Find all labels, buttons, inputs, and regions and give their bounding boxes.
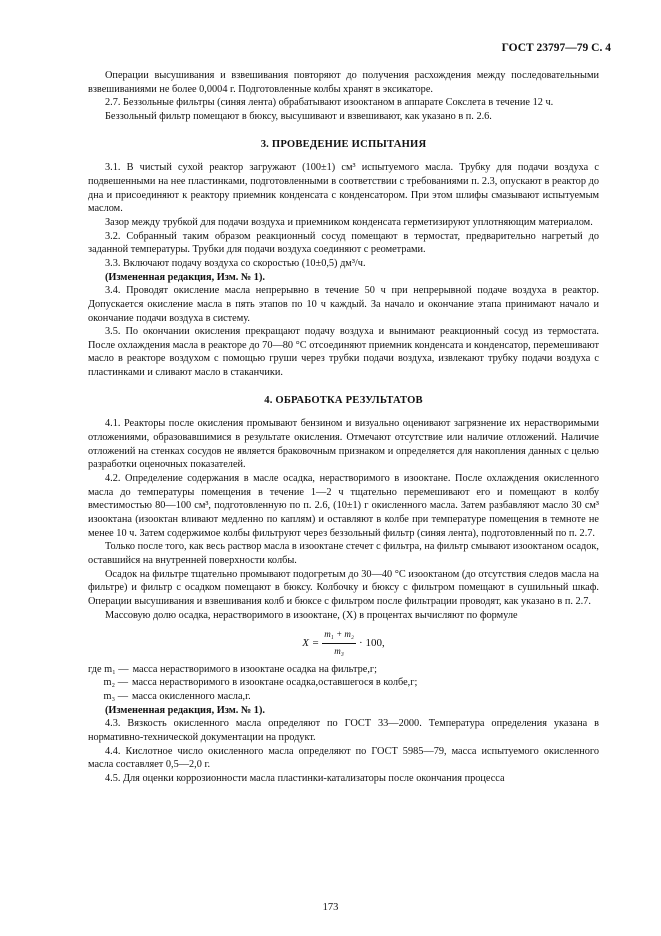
edit-note: (Измененная редакция, Изм. № 1). — [105, 271, 265, 283]
paragraph-2-7: 2.7. Беззольные фильтры (синяя лента) обрабатывают изооктаном в аппарате Сокслета в течение 12 ч. — [105, 97, 554, 109]
paragraph: Только после того, как весь раствор масла в изооктане стечет с фильтра, на фильтр смывают изооктаном осадок, оставшийся на внутренней поверхности колбы. — [88, 541, 599, 566]
page-number: 173 — [322, 902, 339, 913]
section-4-title: 4. ОБРАБОТКА РЕЗУЛЬТАТОВ — [264, 394, 423, 406]
definition-text: масса нерастворимого в изооктане осадка,оставшегося в колбе,г; — [132, 677, 418, 689]
definition-label: m₂ — — [103, 677, 128, 689]
formula-tail: · 100, — [359, 636, 385, 649]
paragraph-3-1: 3.1. В чистый сухой реактор загружают (100±1) см³ испытуемого масла. Трубку для подачи воздуха с подвешенными на нее пластинками, подготовленными в соответствии с требованиями п. 2.3, опускают в реактор до дна и присоединяют к реактору приемник конденсата с конденсатором. При этом шлифы смазывают испытуемым маслом. — [88, 162, 599, 215]
paragraph-3-2: 3.2. Собранный таким образом реакционный сосуд помещают в термостат, предварительно нагретый до заданной температуры. Трубки для подачи воздуха соединяют с реометрами. — [88, 230, 599, 256]
definition-row — [88, 676, 599, 690]
paragraph: Операции высушивания и взвешивания повторяют до получения расхождения между последовательными взвешиваниями не более 0,0004 г. Подготовленные колбы хранят в эксикаторе. — [88, 70, 599, 95]
definition-row — [88, 690, 599, 704]
paragraph: Осадок на фильтре тщательно промывают подогретым до 30—40 °С изооктаном (до отсутствия следов масла на фильтре) и фильтр с осадком помещают в бюксу. Колбочку и бюксу с фильтром помещают в сушильный шкаф. Операции высушивания и взвешивания колб и бюксе с фильтром после фильтрации проводят, как указано в п. 2.7. — [88, 568, 599, 607]
definition-row — [88, 663, 599, 677]
paragraph-3-3: 3.3. Включают подачу воздуха со скоростью (10±0,5) дм³/ч. — [105, 257, 366, 269]
paragraph: Беззольный фильтр помещают в бюксу, высушивают и взвешивают, как указано в п. 2.6. — [105, 110, 492, 122]
definition-text: масса нерастворимого в изооктане осадка на фильтре,г; — [132, 663, 377, 675]
paragraph-3-5: 3.5. По окончании окисления прекращают подачу воздуха и вынимают реакционный сосуд из термостата. После охлаждения масла в реакторе до 70—80 °С отсоединяют приемник конденсата и конденсатор, перемешивают масло в реакторе воздухом с помощью груши через трубки подачи воздуха, извлекают трубку подачи воздуха с пластинками и сливают масло в стаканчики. — [88, 326, 599, 379]
formula — [88, 628, 599, 658]
page-header: ГОСТ 23797—79 С. 4 — [501, 42, 611, 54]
definition-label: m₃ — — [103, 690, 128, 702]
paragraph-4-1: 4.1. Реакторы после окисления промывают бензином и визуально оценивают загрязнение их нерастворимыми отложениями, образовавшимися в результате окисления. Отмечают отсутствие или наличие отложений. Наличие отложений на стенках сосудов не является браковочным признаком и определяется для накопления данных с целью разработки оценочных показателей. — [88, 418, 599, 471]
formula-denominator: m₃ — [334, 645, 344, 656]
formula-definitions — [88, 663, 599, 704]
definition-text: масса окисленного масла,г. — [132, 690, 251, 702]
edit-note: (Измененная редакция, Изм. № 1). — [105, 704, 265, 716]
document-body — [88, 69, 599, 786]
formula-lhs: X = — [302, 636, 320, 649]
paragraph: Массовую долю осадка, нерастворимого в изооктане, (X) в процентах вычисляют по формуле — [105, 609, 518, 621]
paragraph: Зазор между трубкой для подачи воздуха и приемником конденсата герметизируют уплотняющим материалом. — [105, 216, 593, 228]
section-3-title: 3. ПРОВЕДЕНИЕ ИСПЫТАНИЯ — [260, 138, 427, 150]
paragraph-4-4: 4.4. Кислотное число окисленного масла определяют по ГОСТ 5985—79, масса испытуемого окисленного масла составляет 0,5—2,0 г. — [88, 745, 599, 771]
definition-label: где m₁ — — [88, 663, 129, 675]
formula-fraction — [322, 628, 356, 658]
paragraph-4-3: 4.3. Вязкость окисленного масла определяют по ГОСТ 33—2000. Температура определения указана в нормативно-технической документации на продукт. — [88, 718, 599, 743]
paragraph-4-5: 4.5. Для оценки коррозионности масла пластинки-катализаторы после окончания процесса — [105, 772, 505, 784]
formula-numerator: m₁ + m₂ — [322, 628, 356, 644]
paragraph-3-4: 3.4. Проводят окисление масла непрерывно в течение 50 ч при непрерывной подаче воздуха в реактор. Допускается окисление масла в пять этапов по 10 ч каждый. За начало и окончание этапа принимают начало и окончание подачи воздуха в систему. — [88, 285, 599, 324]
paragraph-4-2: 4.2. Определение содержания в масле осадка, нерастворимого в изооктане. После охлаждения окисленного масла до температуры помещения в течение 1—2 ч тщательно перемешивают его и помещают в колбу вместимостью 80—100 см³, подготовленную по п. 2.6, (10±1) г окисленного масла. Затем разбавляют масло 30 см³ изооктана (изооктан вливают медленно по каплям) и оставляют в колбе при температуре помещения в темноте не менее 10 ч. Затем содержимое колбы фильтруют через беззольный фильтр (синяя лента), подготовленный по п. 2.7. — [88, 473, 599, 539]
